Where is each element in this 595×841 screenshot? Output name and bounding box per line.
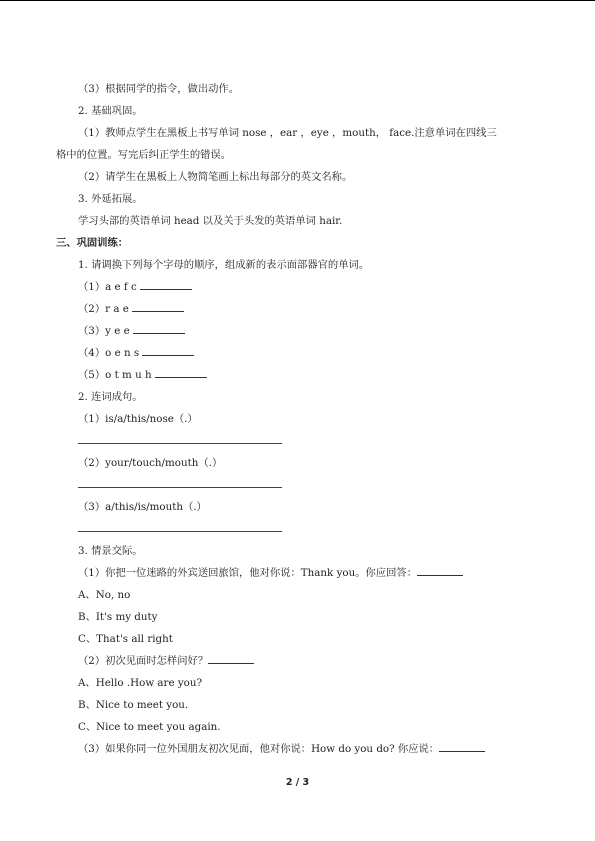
question-text: （2）初次见面时怎样问好？ xyxy=(78,655,209,667)
question-item xyxy=(78,566,463,580)
question-heading: 2. 连词成句。 xyxy=(78,391,143,403)
option-c: C、That's all right xyxy=(78,633,173,645)
unscramble-letters: （3）y e e xyxy=(78,325,133,337)
unscramble-item xyxy=(78,280,192,294)
section-heading: 三、巩固训练： xyxy=(56,237,129,249)
answer-blank[interactable] xyxy=(132,302,184,312)
question-heading: 3. 情景交际。 xyxy=(78,545,143,557)
answer-blank[interactable] xyxy=(140,280,192,290)
text-line: 格中的位置。写完后纠正学生的错误。 xyxy=(56,149,232,161)
answer-blank[interactable] xyxy=(142,346,194,356)
question-item xyxy=(78,654,254,668)
option-c: C、Nice to meet you again. xyxy=(78,721,221,733)
text-line: 3. 外延拓展。 xyxy=(78,193,143,205)
answer-line[interactable] xyxy=(78,531,282,532)
text-line: （3）根据同学的指令，做出动作。 xyxy=(78,83,240,95)
text-line: 学习头部的英语单词 head 以及关于头发的英语单词 hair. xyxy=(78,215,343,227)
answer-blank[interactable] xyxy=(417,566,463,576)
sentence-item: （2）your/touch/mouth（.） xyxy=(78,457,223,469)
option-b: B、Nice to meet you. xyxy=(78,699,189,711)
option-b: B、It's my duty xyxy=(78,611,158,623)
unscramble-item xyxy=(78,302,184,316)
text-line: （2）请学生在黑板上人物简笔画上标出每部分的英文名称。 xyxy=(78,171,353,183)
unscramble-item xyxy=(78,368,207,382)
unscramble-letters: （4）o e n s xyxy=(78,347,143,359)
unscramble-item xyxy=(78,346,194,360)
option-a: A、Hello .How are you? xyxy=(78,677,202,689)
answer-blank[interactable] xyxy=(439,742,485,752)
answer-line[interactable] xyxy=(78,487,282,488)
unscramble-letters: （5）o t m u h xyxy=(78,369,155,381)
sentence-item: （1）is/a/this/nose（.） xyxy=(78,413,198,425)
answer-blank[interactable] xyxy=(133,324,185,334)
text-line: 2. 基础巩固。 xyxy=(78,105,143,117)
question-text: （1）你把一位迷路的外宾送回旅馆，他对你说：Thank you。你应回答： xyxy=(78,567,417,579)
unscramble-item xyxy=(78,324,185,338)
answer-blank[interactable] xyxy=(208,654,254,664)
page-top-border xyxy=(0,0,595,1)
question-text: （3）如果你同一位外国朋友初次见面，他对你说：How do you do? 你应说： xyxy=(78,743,440,755)
question-item xyxy=(78,742,485,756)
unscramble-letters: （1）a e f c xyxy=(78,281,141,293)
option-a: A、No, no xyxy=(78,589,131,601)
unscramble-letters: （2）r a e xyxy=(78,303,133,315)
text-line: （1）教师点学生在黑板上书写单词 nose ，ear ，eye ，mouth， face.注意单词在四线三 xyxy=(78,127,497,139)
question-heading: 1. 请调换下列每个字母的顺序，组成新的表示面部器官的单词。 xyxy=(78,259,370,271)
answer-line[interactable] xyxy=(78,443,282,444)
sentence-item: （3）a/this/is/mouth（.） xyxy=(78,501,207,513)
page-number: 2 / 3 xyxy=(285,777,310,788)
answer-blank[interactable] xyxy=(155,368,207,378)
